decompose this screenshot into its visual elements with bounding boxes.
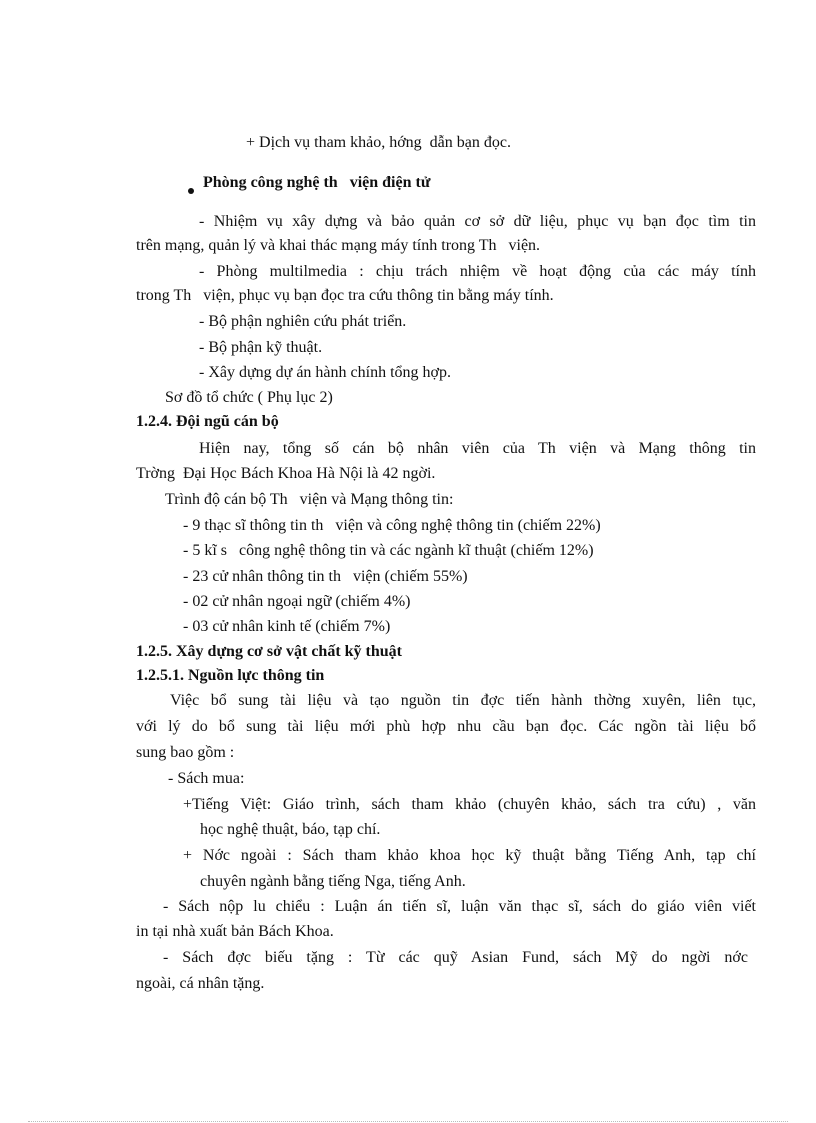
text-line: - Bộ phận nghiên cứu phát triển. — [199, 313, 407, 330]
list-item: +Tiếng Việt: Giáo trình, sách tham khảo (chuyên khảo, sách tra cứu) , văn — [183, 796, 756, 813]
subsection-heading: 1.2.5.1. Nguồn lực thông tin — [136, 667, 325, 684]
list-item: - Sách mua: — [168, 770, 245, 787]
text-line: Trình độ cán bộ Th viện và Mạng thông tin: — [165, 491, 454, 508]
text-line: Sơ đồ tổ chức ( Phụ lục 2) — [165, 389, 333, 406]
list-item: - 9 thạc sĩ thông tin th viện và công nghệ thông tin (chiếm 22%) — [183, 517, 601, 534]
text-line: in tại nhà xuất bản Bách Khoa. — [136, 923, 334, 940]
text-line: học nghệ thuật, báo, tạp chí. — [200, 821, 381, 838]
text-line: sung bao gồm : — [136, 744, 235, 761]
text-line: Việc bổ sung tài liệu và tạo nguồn tin đợc tiến hành thờng xuyên, liên tục, — [170, 692, 756, 709]
text-line: Trờng Đại Học Bách Khoa Hà Nội là 42 ngời. — [136, 465, 436, 482]
list-item: - 5 kĩ s công nghệ thông tin và các ngành kĩ thuật (chiếm 12%) — [183, 542, 594, 559]
bullet-icon — [188, 188, 194, 194]
list-item: - 23 cử nhân thông tin th viện (chiếm 55%) — [183, 568, 468, 585]
text-line: ngoài, cá nhân tặng. — [136, 975, 265, 992]
page-divider — [28, 1121, 788, 1122]
text-line: + Dịch vụ tham khảo, hớng dẫn bạn đọc. — [246, 134, 511, 151]
text-line: - Nhiệm vụ xây dựng và bảo quản cơ sở dữ liệu, phục vụ bạn đọc tìm tin — [199, 213, 756, 230]
text-line: - Xây dựng dự án hành chính tổng hợp. — [199, 364, 451, 381]
text-line: - Phòng multilmedia : chịu trách nhiệm về hoạt động của các máy tính — [199, 263, 756, 280]
list-item: - Sách đợc biếu tặng : Từ các quỹ Asian Fund, sách Mỹ do ngời nớc — [163, 949, 748, 966]
list-item: + Nớc ngoài : Sách tham khảo khoa học kỹ thuật bằng Tiếng Anh, tạp chí — [183, 847, 756, 864]
text-line: trong Th viện, phục vụ bạn đọc tra cứu thông tin bằng máy tính. — [136, 287, 554, 304]
section-heading: 1.2.5. Xây dựng cơ sở vật chất kỹ thuật — [136, 643, 403, 660]
text-line: - Bộ phận kỹ thuật. — [199, 339, 323, 356]
list-item: - 03 cử nhân kinh tế (chiếm 7%) — [183, 618, 391, 635]
section-heading: Phòng công nghệ th viện điện tử — [203, 174, 431, 191]
text-line: Hiện nay, tổng số cán bộ nhân viên của Th viện và Mạng thông tin — [199, 440, 756, 457]
text-line: chuyên ngành bằng tiếng Nga, tiếng Anh. — [200, 873, 466, 890]
list-item: - 02 cử nhân ngoại ngữ (chiếm 4%) — [183, 593, 411, 610]
text-line: với lý do bổ sung tài liệu mới phù hợp nhu cầu bạn đọc. Các ngồn tài liệu bổ — [136, 718, 756, 735]
section-heading: 1.2.4. Đội ngũ cán bộ — [136, 413, 279, 430]
list-item: - Sách nộp lu chiểu : Luận án tiến sĩ, luận văn thạc sĩ, sách do giáo viên viết — [163, 898, 756, 915]
text-line: trên mạng, quản lý và khai thác mạng máy tính trong Th viện. — [136, 237, 541, 254]
